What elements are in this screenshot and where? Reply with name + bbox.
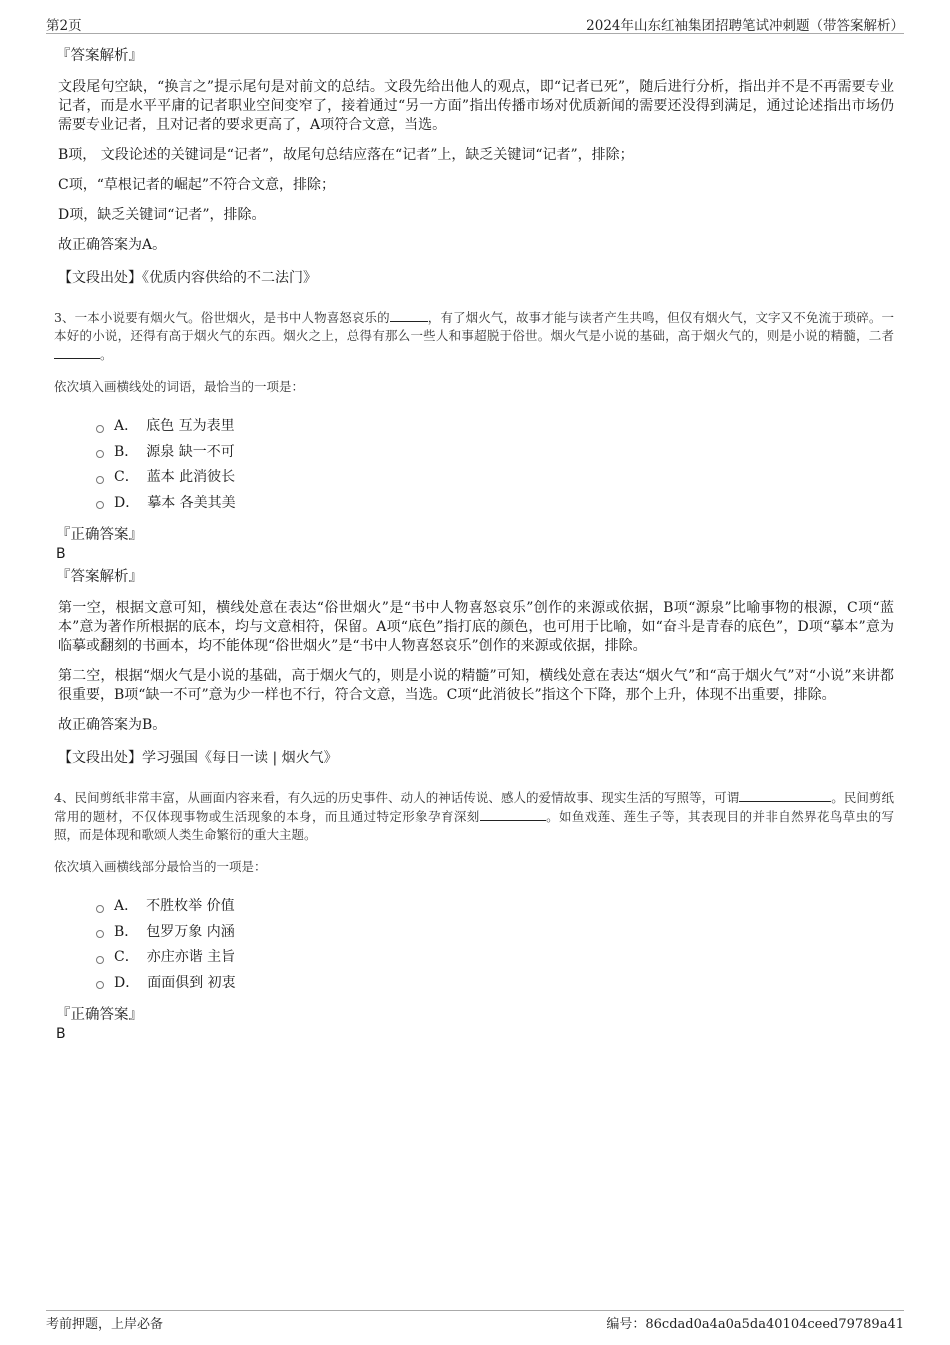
- document-serial: 编号：86cdad0a4a0a5da40104ceed79789a41: [606, 1317, 904, 1332]
- correct-answer-statement: 故正确答案为B。: [58, 717, 167, 733]
- question-4-options: [96, 894, 894, 996]
- radio-icon[interactable]: [96, 425, 104, 433]
- analysis-paragraph: C项，“草根记者的崛起”不符合文意，排除；: [58, 177, 336, 193]
- option-c[interactable]: C． 亦庄亦谐 主旨: [96, 945, 894, 971]
- fill-blank: [54, 345, 100, 359]
- question-3-options: [96, 414, 894, 516]
- analysis-paragraph: 文段尾句空缺，“换言之”提示尾句是对前文的总结。文段先给出他人的观点，即“记者已死”，随后进行分析，指出并不是不再需要专业记者，而是水平平庸的记者职业空间变窄了，接着通过“另一方面”指出传播市场对优质新闻的需要还没得到满足，通过论述指出市场仍需要专业记者，且对记者的要求更高了，A项符合文意，当选。: [58, 79, 894, 133]
- fill-blank: [390, 308, 428, 322]
- question-4-instruction: 依次填入画横线部分最恰当的一项是：: [54, 859, 267, 874]
- radio-icon[interactable]: [96, 476, 104, 484]
- option-b[interactable]: B． 源泉 缺一不可: [96, 440, 894, 466]
- analysis-paragraph: 第一空，根据文意可知，横线处意在表达“俗世烟火”是“书中人物喜怒哀乐”创作的来源或依据，B项“源泉”比喻事物的根源，C项“蓝本”意为著作所根据的底本，均与文意相符，保留。A项“底色”指打底的颜色，也可用于比喻，如“奋斗是青春的底色”，D项“摹本”意为临摹或翻刻的书画本，均不能体现“俗世烟火”是“书中人物喜怒哀乐”创作的来源或依据，排除。: [58, 600, 894, 654]
- analysis-heading: 『答案解析』: [56, 48, 143, 64]
- analysis-paragraph: B项， 文段论述的关键词是“记者”，故尾句总结应落在“记者”上，缺乏关键词“记者”，排除；: [58, 147, 634, 163]
- correct-answer-heading: 『正确答案』: [56, 1007, 143, 1023]
- footer-divider: [46, 1310, 904, 1311]
- document-title: 2024年山东红袖集团招聘笔试冲刺题（带答案解析）: [586, 18, 904, 34]
- analysis-paragraph: D项，缺乏关键词“记者”，排除。: [58, 207, 266, 223]
- page-content: [56, 46, 894, 1047]
- option-d[interactable]: D． 面面俱到 初衷: [96, 971, 894, 997]
- question-3-instruction: 依次填入画横线处的词语，最恰当的一项是：: [54, 379, 305, 394]
- radio-icon[interactable]: [96, 930, 104, 938]
- option-a[interactable]: A． 不胜枚举 价值: [96, 894, 894, 920]
- radio-icon[interactable]: [96, 905, 104, 913]
- option-c[interactable]: C． 蓝本 此消彼长: [96, 465, 894, 491]
- analysis-heading: 『答案解析』: [56, 569, 143, 585]
- question-3-text: 3、一本小说要有烟火气。俗世烟火，是书中人物喜怒哀乐的 ，有了烟火气，故事才能与读者产生共鸣，但仅有烟火气，文字又不免流于琐碎。一本好的小说，还得有高于烟火气的东西。烟火之上，总得有那么一些人和事超脱于俗世。烟火气是小说的基础，高于烟火气的，则是小说的精髓，二者。: [54, 310, 894, 362]
- page-number: 第2页: [46, 18, 82, 34]
- correct-answer-value: B: [56, 546, 66, 562]
- fill-blank: [480, 807, 546, 821]
- option-a[interactable]: A． 底色 互为表里: [96, 414, 894, 440]
- analysis-paragraph: 第二空，根据“烟火气是小说的基础，高于烟火气的，则是小说的精髓”可知，横线处意在表达“烟火气”和“高于烟火气”对“小说”来讲都很重要，B项“缺一不可”意为少一样也不行，符合文意，当选。C项“此消彼长”指这个下降，那个上升，体现不出重要，排除。: [58, 668, 894, 703]
- option-b[interactable]: B． 包罗万象 内涵: [96, 920, 894, 946]
- passage-source: 【文段出处】《优质内容供给的不二法门》: [58, 270, 317, 286]
- correct-answer-value: B: [56, 1026, 66, 1042]
- page-header: [46, 14, 904, 34]
- header-divider: [46, 33, 904, 34]
- question-4-text: 4、民间剪纸非常丰富，从画面内容来看，有久远的历史事件、动人的神话传说、感人的爱情故事、现实生活的写照等，可谓 。民间剪纸常用的题材，不仅体现事物或生活现象的本身，而且通过特定形象孕育深刻 。如鱼戏莲、莲生子等，其表现目的并非自然界花鸟草虫的写照，而是体现和歌颂人类生命繁衍的重大主题。: [54, 790, 894, 842]
- option-d[interactable]: D． 摹本 各美其美: [96, 491, 894, 517]
- fill-blank: [739, 788, 831, 802]
- radio-icon[interactable]: [96, 501, 104, 509]
- radio-icon[interactable]: [96, 956, 104, 964]
- radio-icon[interactable]: [96, 450, 104, 458]
- footer-slogan: 考前押题，上岸必备: [46, 1317, 164, 1332]
- radio-icon[interactable]: [96, 981, 104, 989]
- correct-answer-heading: 『正确答案』: [56, 527, 143, 543]
- passage-source: 【文段出处】学习强国《每日一读 | 烟火气》: [58, 750, 338, 766]
- page-footer: [46, 1313, 904, 1333]
- correct-answer-statement: 故正确答案为A。: [58, 237, 167, 253]
